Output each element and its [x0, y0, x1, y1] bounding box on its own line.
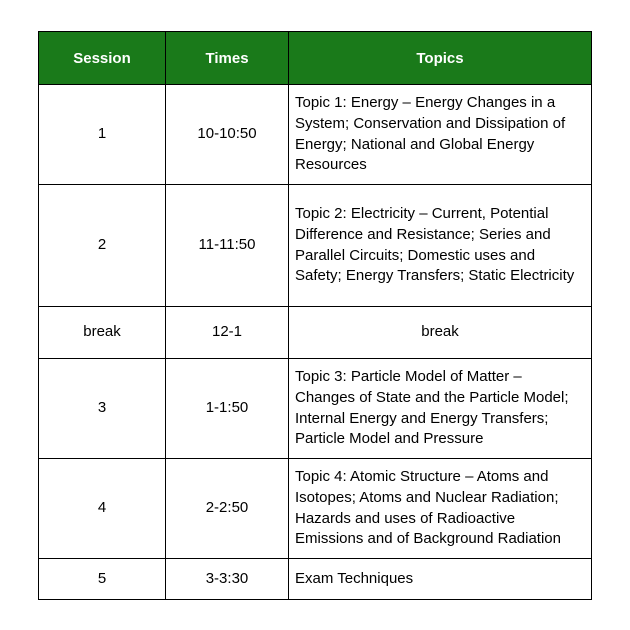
table-row	[39, 459, 592, 559]
session-cell: 4	[39, 459, 166, 559]
times-cell: 2-2:50	[166, 459, 289, 559]
session-cell: break	[39, 307, 166, 359]
header-row	[39, 32, 592, 85]
schedule-table	[38, 31, 592, 600]
times-cell: 10-10:50	[166, 85, 289, 185]
header-times: Times	[166, 32, 289, 85]
table-row	[39, 359, 592, 459]
times-cell: 12-1	[166, 307, 289, 359]
topic-cell: Exam Techniques	[289, 559, 592, 600]
table-row	[39, 559, 592, 600]
times-cell: 1-1:50	[166, 359, 289, 459]
session-cell: 3	[39, 359, 166, 459]
times-cell: 3-3:30	[166, 559, 289, 600]
topic-cell: Topic 2: Electricity – Current, Potential Difference and Resistance; Series and Parallel Circuits; Domestic uses and Safety; Energy Transfers; Static Electricity	[289, 185, 592, 307]
header-session: Session	[39, 32, 166, 85]
session-cell: 5	[39, 559, 166, 600]
topic-cell: Topic 1: Energy – Energy Changes in a System; Conservation and Dissipation of Energy; National and Global Energy Resources	[289, 85, 592, 185]
topic-cell: break	[289, 307, 592, 359]
table-row	[39, 307, 592, 359]
table-row	[39, 85, 592, 185]
header-topics: Topics	[289, 32, 592, 85]
topic-cell: Topic 4: Atomic Structure – Atoms and Isotopes; Atoms and Nuclear Radiation; Hazards and uses of Radioactive Emissions and of Background Radiation	[289, 459, 592, 559]
times-cell: 11-11:50	[166, 185, 289, 307]
session-cell: 2	[39, 185, 166, 307]
table-row	[39, 185, 592, 307]
topic-cell: Topic 3: Particle Model of Matter – Changes of State and the Particle Model; Internal Energy and Energy Transfers; Particle Model and Pressure	[289, 359, 592, 459]
session-cell: 1	[39, 85, 166, 185]
